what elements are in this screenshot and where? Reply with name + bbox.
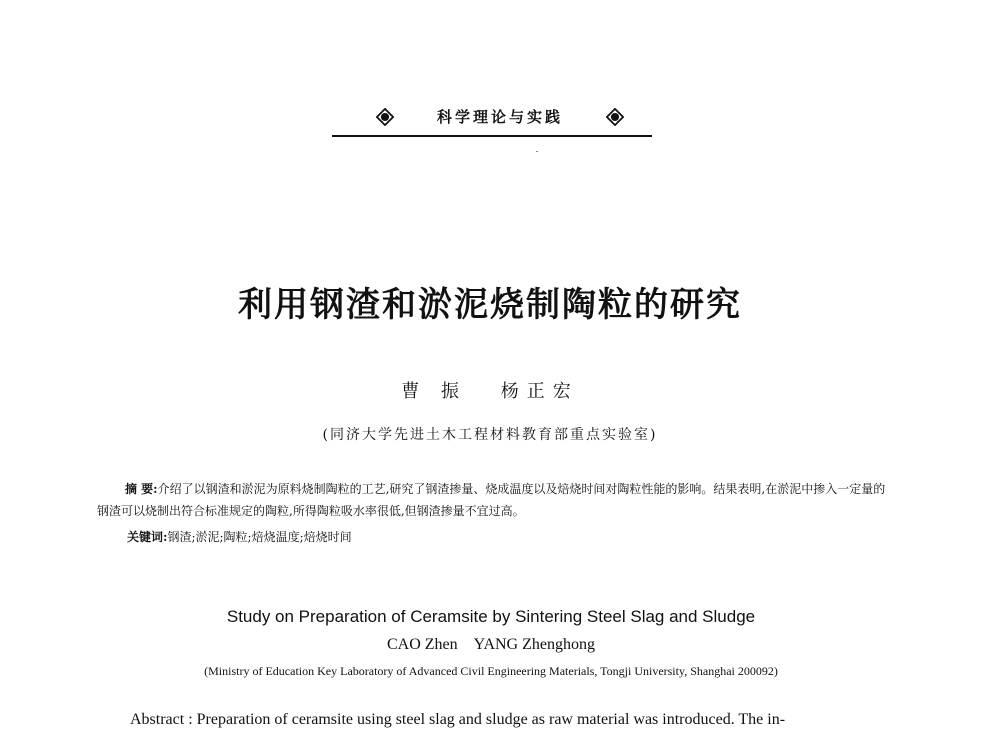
abstract [97, 478, 897, 522]
author-list [0, 377, 980, 403]
paper-title: 利用钢渣和淤泥烧制陶粒的研究 [238, 285, 742, 325]
keywords-text: 钢渣;淤泥;陶粒;焙烧温度;焙烧时间 [167, 530, 352, 544]
author-name: 曹 振 [401, 381, 467, 402]
header-rule [332, 135, 652, 137]
abstract-label: 摘 要: [125, 482, 158, 496]
english-affiliation: (Ministry of Education Key Laboratory of Advanced Civil Engineering Materials, Tongji University, Shanghai 200092) [204, 664, 778, 678]
abstract-text: 介绍了以钢渣和淤泥为原料烧制陶粒的工艺,研究了钢渣掺量、烧成温度以及焙烧时间对陶粒性能的影响。结果表明,在淤泥中掺入一定量的钢渣可以烧制出符合标准规定的陶粒,所得陶粒吸水率很低,但钢渣掺量不宜过高。 [97, 482, 886, 518]
affiliation: (同济大学先进土木工程材料教育部重点实验室) [322, 427, 658, 443]
english-authors [0, 636, 982, 654]
diamond-ornament-icon [376, 108, 394, 126]
english-author-name: YANG Zhenghong [473, 636, 595, 653]
english-title: Study on Preparation of Ceramsite by Sintering Steel Slag and Sludge [226, 607, 756, 626]
english-author-name: CAO Zhen [387, 636, 458, 653]
print-speck [536, 151, 538, 152]
section-title: 科学理论与实践 [436, 108, 563, 126]
keywords-label: 关键词: [127, 530, 168, 544]
english-abstract: Abstract : Preparation of ceramsite using steel slag and sludge as raw material was introduced. The in- [130, 711, 786, 728]
keywords [127, 528, 827, 545]
author-name: 杨正宏 [500, 381, 579, 402]
diamond-ornament-icon [606, 108, 624, 126]
